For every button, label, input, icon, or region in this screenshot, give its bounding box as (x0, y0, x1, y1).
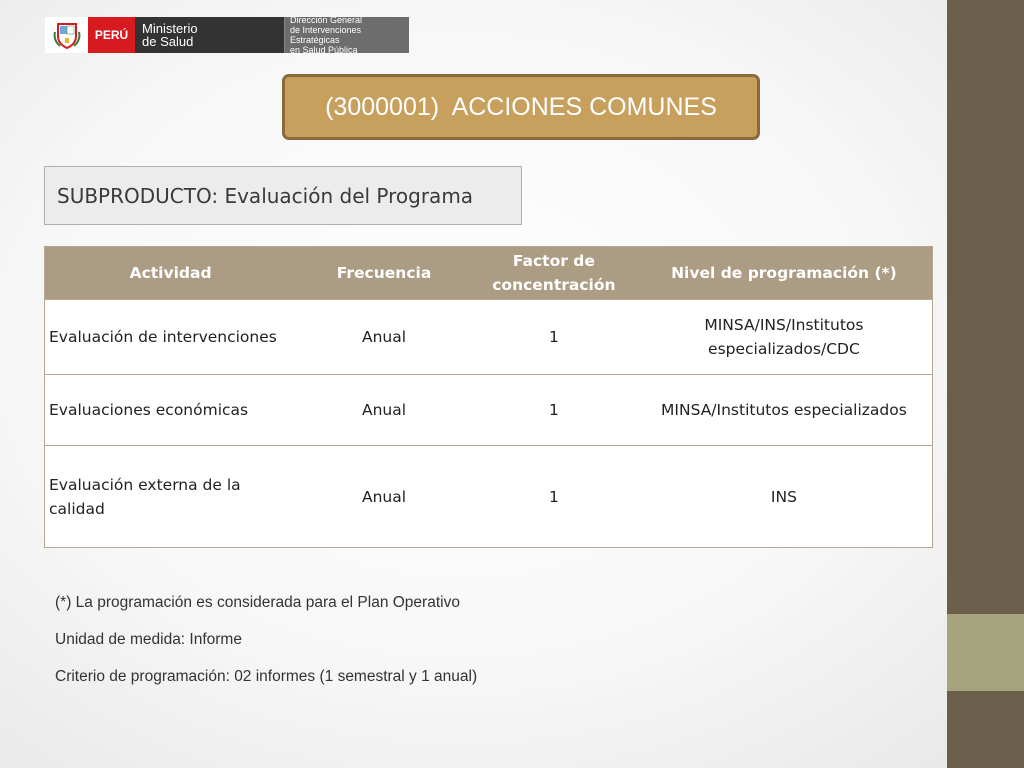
table-header-row (45, 247, 933, 300)
right-decorative-band (947, 0, 1024, 768)
logo-ministry-line2: de Salud (142, 34, 194, 49)
header-nivel: Nivel de programación (*) (636, 247, 933, 300)
minsa-logo (45, 17, 409, 53)
logo-direction-line2: de Intervenciones Estratégicas (290, 25, 362, 45)
table-row (45, 300, 933, 375)
header-factor (472, 247, 636, 300)
logo-ministry (135, 17, 285, 53)
cell-actividad-line1: Evaluación externa de la (49, 475, 241, 494)
logo-direction-line3: en Salud Pública (290, 45, 358, 55)
cell-factor: 1 (472, 375, 636, 446)
cell-frecuencia: Anual (296, 300, 472, 375)
cell-nivel: MINSA/Institutos especializados (636, 375, 933, 446)
note-criterio: Criterio de programación: 02 informes (1 semestral y 1 anual) (55, 668, 478, 685)
note-programacion: (*) La programación es considerada para el Plan Operativo (55, 594, 460, 611)
slide-title: (3000001) ACCIONES COMUNES (282, 74, 760, 140)
cell-actividad: Evaluación de intervenciones (45, 300, 297, 375)
cell-factor: 1 (472, 446, 636, 548)
cell-nivel-line1: MINSA/INS/Institutos (704, 316, 864, 334)
activity-table (44, 246, 933, 548)
logo-country: PERÚ (88, 17, 135, 53)
note-unidad-medida: Unidad de medida: Informe (55, 631, 242, 648)
cell-frecuencia: Anual (296, 375, 472, 446)
header-frecuencia: Frecuencia (296, 247, 472, 300)
cell-nivel-line2: especializados/CDC (708, 340, 860, 358)
cell-frecuencia: Anual (296, 446, 472, 548)
cell-actividad (45, 446, 297, 548)
table-row (45, 446, 933, 548)
cell-actividad-line2: calidad (49, 499, 105, 518)
header-factor-line1: Factor de (512, 252, 595, 270)
logo-ministry-line1: Ministerio (142, 21, 198, 36)
decorative-accent-block (947, 614, 1024, 691)
peru-coat-of-arms-icon (45, 17, 88, 53)
cell-nivel (636, 300, 933, 375)
logo-direction (285, 17, 409, 53)
header-factor-line2: concentración (492, 276, 616, 294)
table-row (45, 375, 933, 446)
header-actividad: Actividad (45, 247, 297, 300)
subproduct-heading: SUBPRODUCTO: Evaluación del Programa (44, 166, 522, 225)
cell-nivel: INS (636, 446, 933, 548)
logo-direction-line1: Dirección General (290, 15, 363, 25)
cell-actividad: Evaluaciones económicas (45, 375, 297, 446)
cell-factor: 1 (472, 300, 636, 375)
